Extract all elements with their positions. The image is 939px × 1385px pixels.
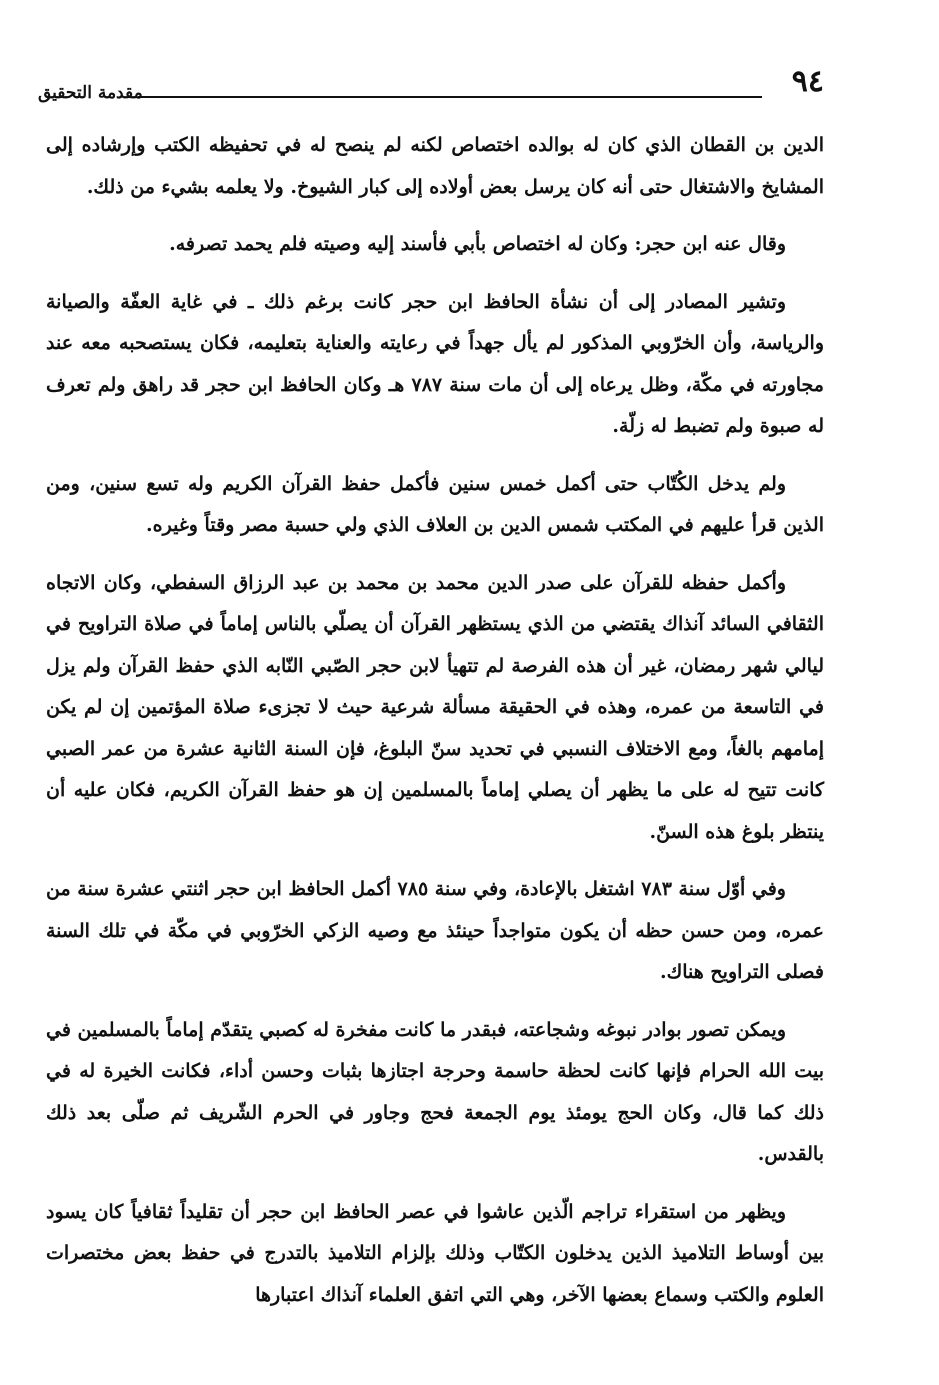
paragraph: ولم يدخل الكُتّاب حتى أكمل خمس سنين فأكمل حفظ القرآن الكريم وله تسع سنين، ومن الذين قرأ عليهم في المكتب شمس الدين بن العلاف الذي ولي حسبة مصر وقتاً وغيره. xyxy=(46,472,824,536)
paragraph: وقال عنه ابن حجر: وكان له اختصاص بأبي فأسند إليه وصيته فلم يحمد تصرفه. xyxy=(169,233,786,255)
paragraph: الدين بن القطان الذي كان له بوالده اختصاص لكنه لم ينصح له في تحفيظه الكتب وإرشاده إلى المشايخ والاشتغال حتى أنه كان يرسل بعض أولاده إلى كبار الشيوخ. ولا يعلمه بشيء من ذلك. xyxy=(46,134,824,198)
paragraph: وتشير المصادر إلى أن نشأة الحافظ ابن حجر كانت برغم ذلك ـ في غاية العفّة والصيانة والرياسة، وأن الخرّوبي المذكور لم يأل جهداً في رعايته والعناية بتعليمه، فكان يستصحبه معه عند مجاورته في مكّة، وظل يرعاه إلى أن مات سنة ٧٨٧ هـ وكان الحافظ ابن حجر قد راهق ولم تعرف له صبوة ولم تضبط له زلّة. xyxy=(46,290,824,437)
paragraph: وأكمل حفظه للقرآن على صدر الدين محمد بن محمد بن عبد الرزاق السفطي، وكان الاتجاه الثقافي السائد آنذاك يقتضي من الذي يستظهر القرآن أن يصلّي بالناس إماماً في صلاة التراويح في ليالي شهر رمضان، غير أن هذه الفرصة لم تتهيأ لابن حجر الصّبي النّابه الذي حفظ القرآن ولم يزل في التاسعة من عمره، وهذه في الحقيقة مسألة شرعية حيث لا تجزىء صلاة المؤتمين إن لم يكن إمامهم بالغاً، ومع الاختلاف النسبي في تحديد سنّ البلوغ، فإن السنة الثانية عشرة من عمر الصبي كانت تتيح له على ما يظهر أن يصلي إماماً بالمسلمين إن هو حفظ القرآن الكريم، فكان عليه أن ينتظر بلوغ هذه السنّ. xyxy=(46,571,824,843)
paragraph: ويمكن تصور بوادر نبوغه وشجاعته، فبقدر ما كانت مفخرة له كصبي يتقدّم إماماً بالمسلمين في بيت الله الحرام فإنها كانت لحظة حاسمة وحرجة اجتازها بثبات وحسن أداء، فكانت الخيرة له في ذلك كما قال، وكان الحج يومئذ يوم الجمعة فحج وجاور في الحرم الشّريف ثم صلّى بعد ذلك بالقدس. xyxy=(46,1018,824,1165)
paragraph: ويظهر من استقراء تراجم الّذين عاشوا في عصر الحافظ ابن حجر أن تقليداً ثقافياً كان يسود بين أوساط التلاميذ الذين يدخلون الكتّاب وذلك بإلزام التلاميذ بالتدرج في حفظ بعض مختصرات العلوم والكتب وسماع بعضها الآخر، وهي التي اتفق العلماء آنذاك اعتبارها xyxy=(46,1200,824,1306)
paragraph: وفي أوّل سنة ٧٨٣ اشتغل بالإعادة، وفي سنة ٧٨٥ أكمل الحافظ ابن حجر اثنتي عشرة سنة من عمره، ومن حسن حظه أن يكون متواجداً حينئذ مع وصيه الزكي الخرّوبي في مكّة في تلك السنة فصلى التراويح هناك. xyxy=(46,878,824,983)
page-header xyxy=(38,62,824,106)
body-text xyxy=(46,125,824,1332)
page-number: ٩٤ xyxy=(791,64,824,99)
header-rule xyxy=(138,96,762,98)
running-title: مقدمة التحقيق xyxy=(38,83,143,103)
